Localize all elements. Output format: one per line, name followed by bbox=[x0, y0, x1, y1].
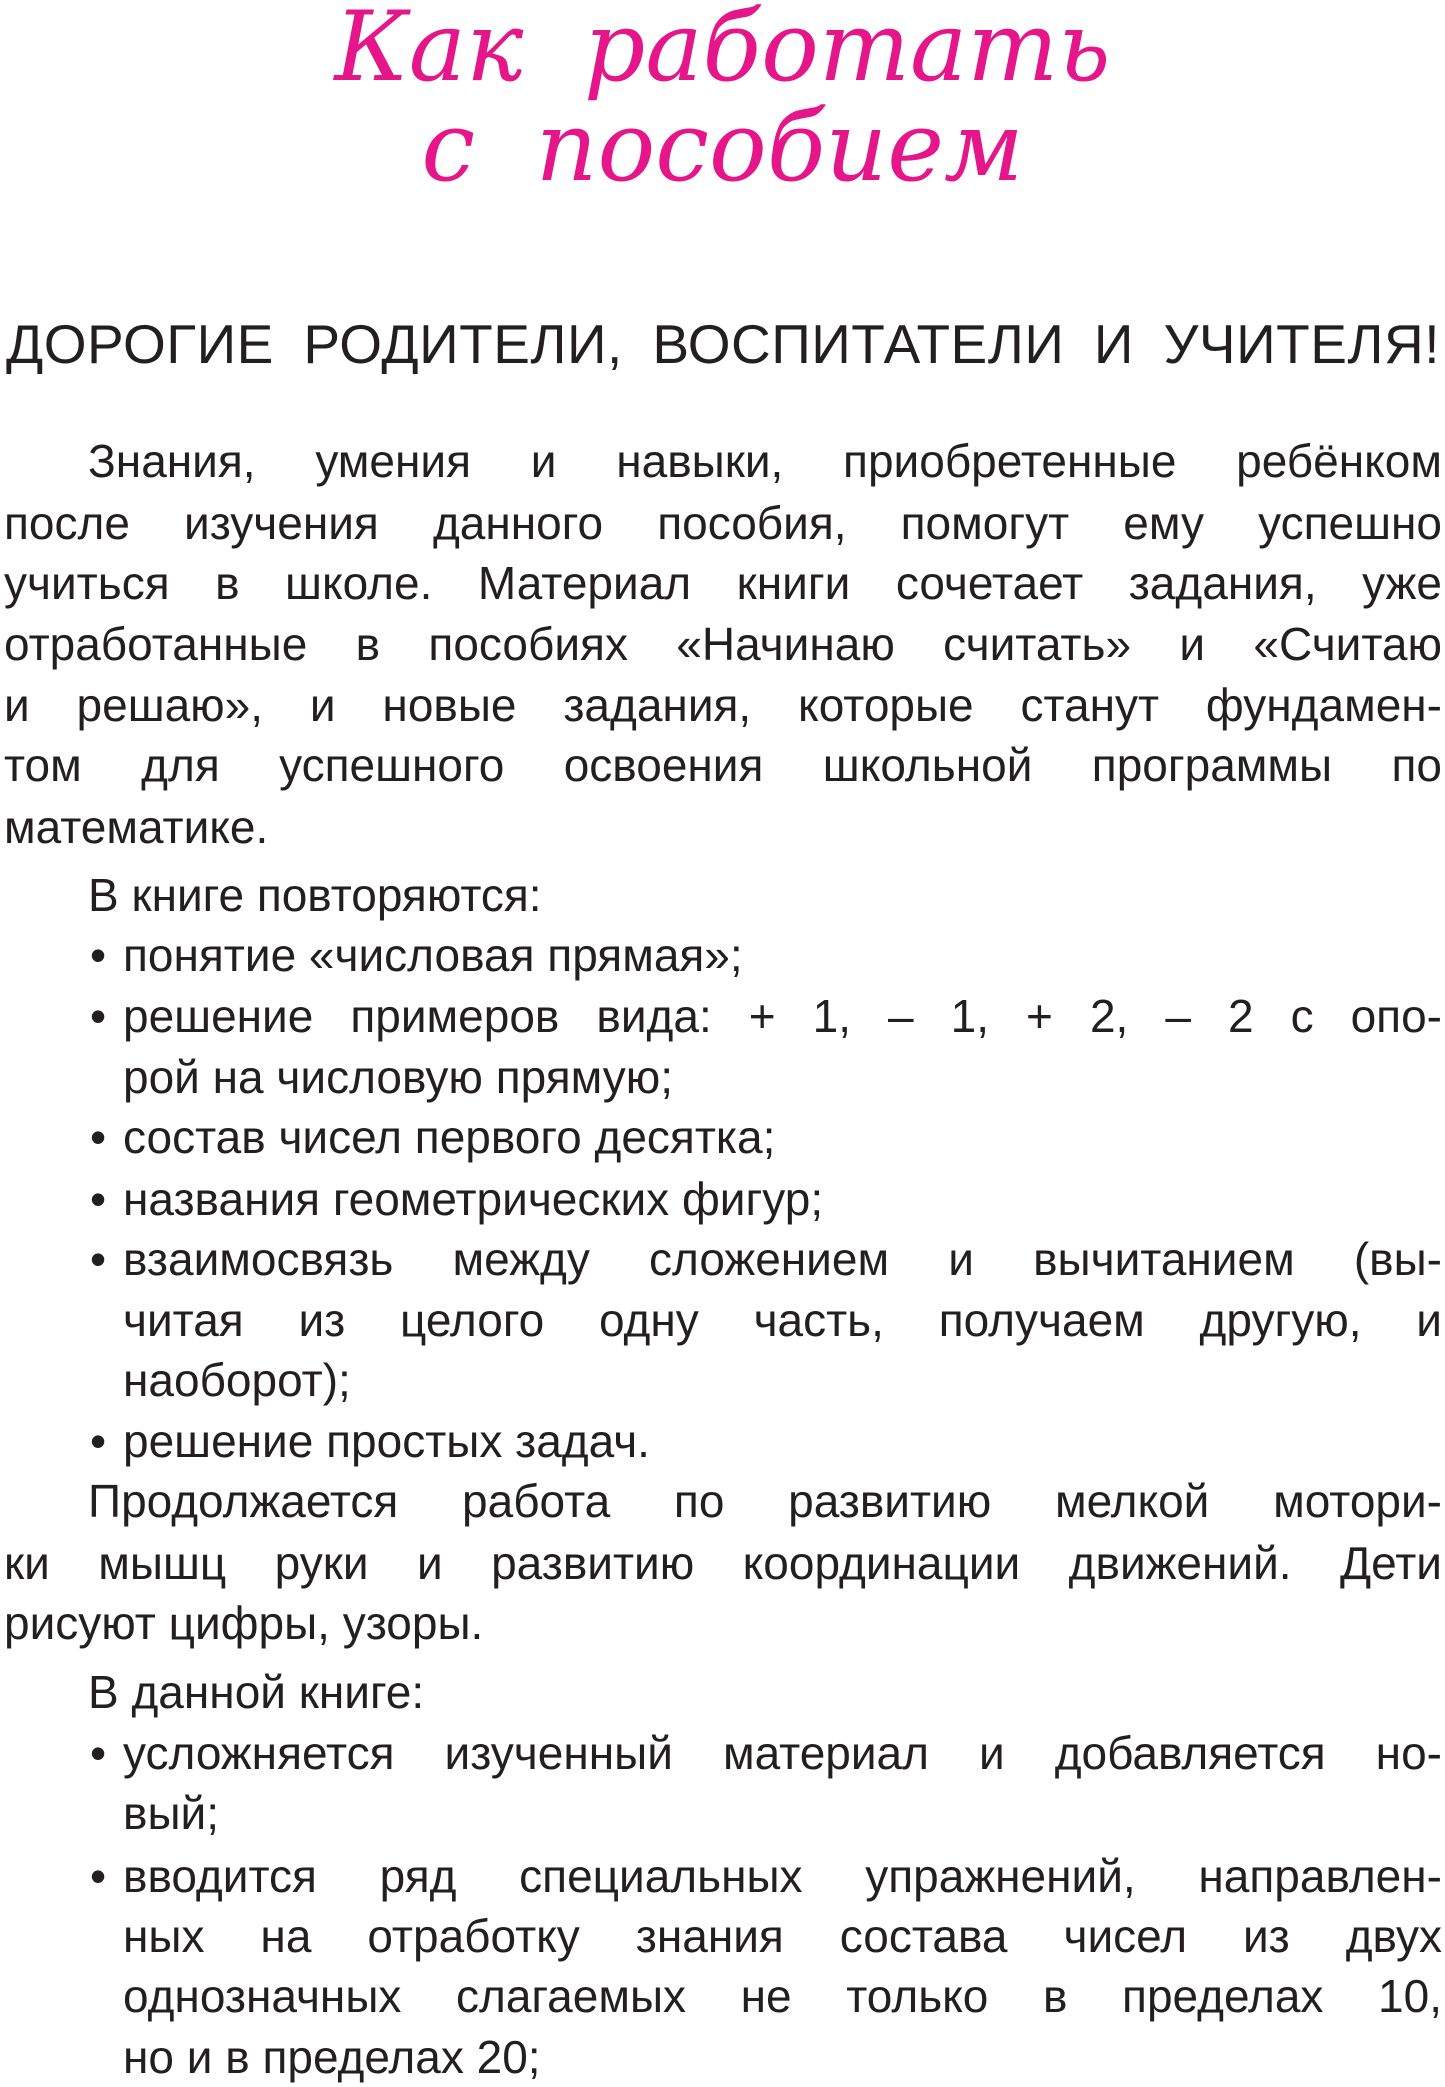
text-line: отработанные в пособиях «Начинаю считать» и «Считаю bbox=[4, 618, 1442, 670]
page-title-line-2: с пособием bbox=[421, 91, 1024, 203]
bullet-list-item-line: • решение примеров вида: + 1, – 1, + 2, – 2 с опо- bbox=[123, 986, 1442, 1046]
text-line: и решаю», и новые задания, которые станут фундамен- bbox=[4, 679, 1442, 731]
text-line: вый; bbox=[123, 1787, 219, 1839]
text-line: Продолжается работа по развитию мелкой мотори- bbox=[88, 1475, 1442, 1527]
text-line: после изучения данного пособия, помогут ему успешно bbox=[4, 497, 1442, 549]
text-line: читая из целого одну часть, получаем другую, и bbox=[123, 1294, 1442, 1346]
text-line: ки мышц руки и развитию координации движений. Дети bbox=[4, 1537, 1442, 1589]
text-line: рой на числовую прямую; bbox=[123, 1051, 674, 1103]
text-line: В книге повторяются: bbox=[88, 869, 542, 921]
bullet-list-item-line: • взаимосвязь между сложением и вычитанием (вы- bbox=[123, 1229, 1442, 1289]
text-line: рисуют цифры, узоры. bbox=[4, 1597, 484, 1649]
text-line: наоборот); bbox=[123, 1354, 351, 1406]
text-line: ных на отработку знания состава чисел из двух bbox=[123, 1910, 1442, 1962]
text-line: В данной книге: bbox=[88, 1666, 425, 1718]
bullet-list-item-line: • решение простых задач. bbox=[123, 1411, 650, 1471]
text-line: математике. bbox=[4, 801, 269, 853]
text-line: но и в пределах 20; bbox=[123, 2031, 541, 2083]
address-heading: ДОРОГИЕ РОДИТЕЛИ, ВОСПИТАТЕЛИ И УЧИТЕЛЯ! bbox=[6, 313, 1440, 375]
bullet-list-item-line: • вводится ряд специальных упражнений, направлен- bbox=[123, 1846, 1442, 1906]
page-title-line-1: Как работать bbox=[334, 0, 1111, 103]
text-line: учиться в школе. Материал книги сочетает задания, уже bbox=[4, 557, 1442, 609]
text-line: том для успешного освоения школьной программы по bbox=[4, 739, 1442, 791]
bullet-list-item-line: • названия геометрических фигур; bbox=[123, 1169, 823, 1229]
bullet-list-item-line: • состав чисел первого десятка; bbox=[123, 1107, 775, 1167]
text-line: однозначных слагаемых не только в пределах 10, bbox=[123, 1970, 1442, 2022]
bullet-list-item-line: • понятие «числовая прямая»; bbox=[123, 925, 743, 985]
text-line: Знания, умения и навыки, приобретенные ребёнком bbox=[88, 435, 1442, 487]
bullet-list-item-line: • усложняется изученный материал и добавляется но- bbox=[123, 1723, 1442, 1783]
